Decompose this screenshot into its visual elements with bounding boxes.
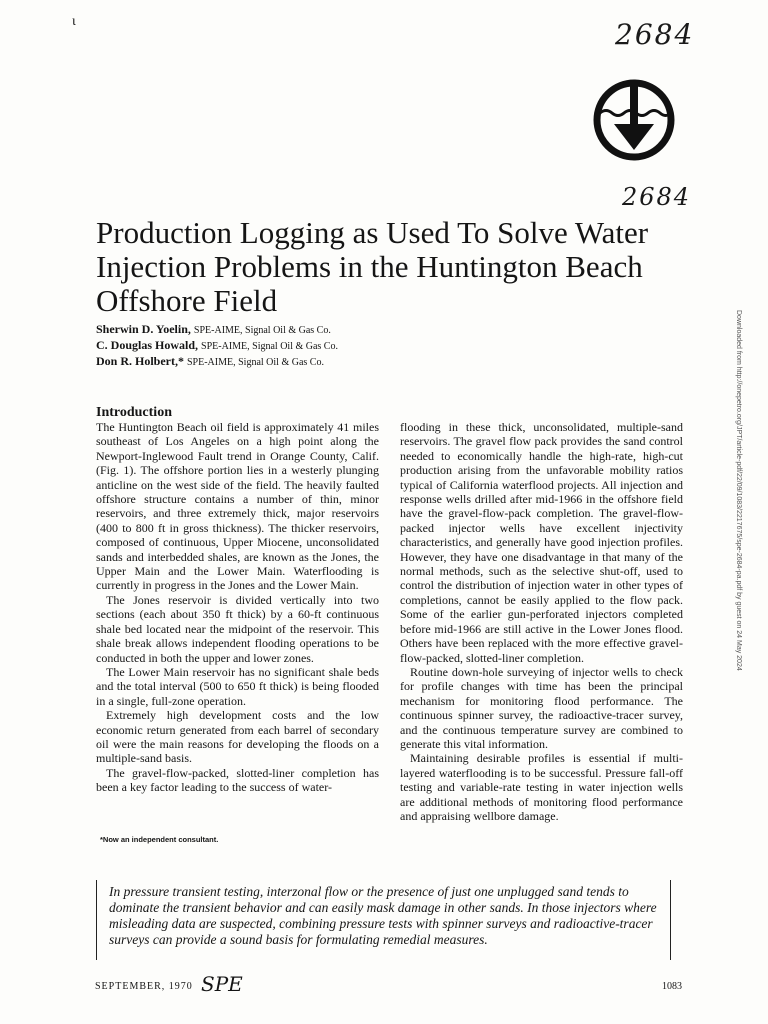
section-heading: Introduction [96,405,172,420]
paragraph: flooding in these thick, unconsolidated, multiple-sand reservoirs. The gravel flow pack provides the sand control needed to economically handle the high-rate, high-cut production arising from the unfavorable mobility ratios typical of California waterflood projects. All injection and response wells drilled after mid-1966 in the offshore field have the gravel-flow-pack completion. The gravel-flow-packed injector wells have excellent injectivity characteristics, and generally have good injection profiles. However, they have one disadvantage in that many of the normal methods, such as the selective shut-off, used to control the distribution of injection water in other types of completions, cannot be easily applied to the flow pack. Some of the earlier gun-perforated injectors completed before mid-1966 are still active in the Lower Jones flood. Others have been replaced with the more effective gravel-flow-packed, slotted-liner completion. [400,420,683,665]
author-entry [96,338,338,354]
author-name: Don R. Holbert,* [96,354,184,368]
handwritten-paper-number-mid: 2684 [622,183,692,211]
author-name: C. Douglas Howald, [96,338,199,352]
body-column-left [96,420,379,795]
paragraph: Routine down-hole surveying of injector wells to check for profile changes with time has been the principal mechanism for monitoring flood performance. The continuous spinner survey, the radioactive-tracer survey, and the continuous temperature survey are combined to generate this vital information. [400,664,683,751]
paragraph: The Huntington Beach oil field is approximately 41 miles southeast of Los Angeles on a high point along the Newport-Inglewood Fault trend in Orange County, Calif. (Fig. 1). The offshore portion lies in a westerly plunging anticline on the west side of the field. The heavily faulted offshore structure contains a number of thin, minor reservoirs, and three extremely thick, major reservoirs (400 to 800 ft in gross thickness). The thicker reservoirs, composed of continuous, Upper Miocene, unconsolidated sands and interbedded shales, are known as the Jones, the Upper Main and the Lower Main. Waterflooding is currently in progress in the Jones and the Lower Main. [96,420,379,593]
issue-date: SEPTEMBER, 1970 [95,981,193,992]
stray-mark: ɩ [72,14,76,29]
paragraph: The Lower Main reservoir has no significant shale beds and the total interval (500 to 650 ft thick) is being flooded in a single, full-zone operation. [96,664,379,708]
author-affiliation: SPE-AIME, Signal Oil & Gas Co. [201,341,338,352]
paragraph: The Jones reservoir is divided vertically into two sections (each about 350 ft thick) by a 60-ft continuous shale bed located near the midpoint of the reservoir. This shale break allows independent flooding operations to be conducted in both the upper and lower zones. [96,592,379,665]
spe-drop-arrow-logo-icon [592,78,676,162]
download-watermark [736,310,748,730]
page-number: 1083 [662,981,682,992]
author-affiliation: SPE-AIME, Signal Oil & Gas Co. [187,357,324,368]
paragraph: Maintaining desirable profiles is essential if multi-layered waterflooding is to be successful. Pressure fall-off testing and variable-rate testing in water injection wells are additional methods of monitoring flood performance and appraising wellbore damage. [400,751,683,823]
author-affiliation: SPE-AIME, Signal Oil & Gas Co. [193,325,331,336]
handwritten-footer-mark: SPE [201,972,243,996]
author-entry [96,354,338,370]
author-name: Sherwin D. Yoelin, [96,322,191,336]
author-footnote: *Now an independent consultant. [100,835,219,844]
paragraph: Extremely high development costs and the low economic return generated from each barrel of secondary oil were the main reasons for developing the floods on a multiple-sand basis. [96,708,379,766]
download-note-text: Downloaded from http://onepetro.org/JPT/article-pdf/22/09/1083/2217675/spe-2684-pa.pdf by guest on 24 May 2024 [735,310,742,671]
paragraph: The gravel-flow-packed, slotted-liner completion has been a key factor leading to the success of water- [96,765,379,795]
abstract-pull-quote: In pressure transient testing, interzonal flow or the presence of just one unplugged sand tends to dominate the transient behavior and can easily mask damage in other sands. In those injectors where misleading data are suspected, combining pressure tests with spinner surveys and radioactive-tracer surveys can provide a sound basis for formulating remedial measures. [96,880,671,960]
handwritten-paper-number-top: 2684 [615,18,695,51]
author-entry [96,322,338,338]
body-column-right [400,420,683,823]
article-title: Production Logging as Used To Solve Water Injection Problems in the Huntington Beach Offshore Field [96,215,649,318]
author-list [96,322,338,370]
